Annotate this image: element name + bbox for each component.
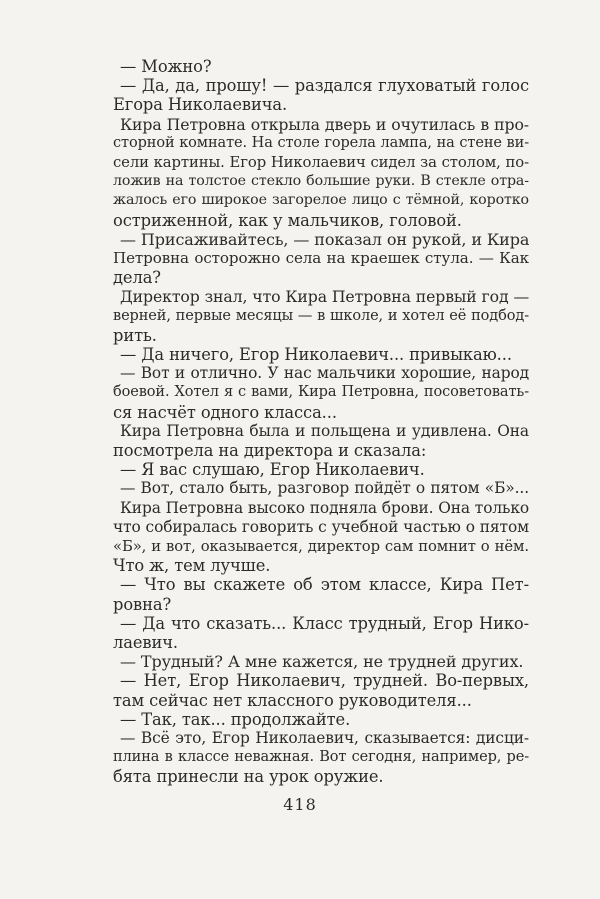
text-line: лаевич. (113, 633, 178, 652)
text-line: боевой. Хотел я с вами, Кира Петровна, посоветовать- (113, 384, 529, 401)
text-line: сели картины. Егор Николаевич сидел за столом, по- (113, 154, 529, 171)
text-line: — Трудный? А мне кажется, не трудней других. (120, 652, 524, 672)
page-number: 418 (283, 794, 317, 814)
text-line: верней, первые месяцы — в школе, и хотел её подбод- (113, 307, 529, 324)
text-line: — Присаживайтесь, — показал он рукой, и Кира (120, 229, 530, 249)
text-line: — Да ничего, Егор Николаевич... привыкаю... (120, 345, 512, 364)
text-line: — Так, так... продолжайте. (120, 709, 351, 729)
text-line: — Что вы скажете об этом классе, Кира Пет- (120, 575, 529, 595)
text-line: Петровна осторожно села на краешек стула. — Как (113, 249, 529, 267)
text-line: жалось его широкое загорелое лицо с тёмной, коротко (113, 192, 529, 209)
text-line: — Нет, Егор Николаевич, трудней. Во-первых, (120, 671, 529, 691)
text-line: Егора Николаевича. (113, 95, 288, 115)
text-line: — Я вас слушаю, Егор Николаевич. (120, 460, 425, 480)
text-line: — Всё это, Егор Николаевич, сказывается: дисци- (120, 729, 529, 747)
text-line: посмотрела на директора и сказала: (113, 441, 427, 460)
text-line: Что ж, тем лучше. (113, 556, 271, 576)
text-line: что собиралась говорить с учебной частью о пятом (113, 517, 529, 536)
text-line: Кира Петровна открыла дверь и очутилась в про- (120, 114, 529, 134)
text-line: бята принесли на урок оружие. (113, 767, 384, 787)
text-line: рить. (113, 325, 157, 345)
text-line: ровна? (113, 594, 172, 614)
text-line: — Можно? (120, 57, 212, 76)
text-line: остриженной, как у мальчиков, головой. (113, 210, 462, 230)
text-line: ложив на толстое стекло большие руки. В стекле отра- (113, 173, 529, 190)
text-line: Кира Петровна была и польщена и удивлена. Она (120, 421, 529, 440)
text-line: — Вот, стало быть, разговор пойдёт о пятом «Б»... (120, 479, 529, 498)
text-line: плина в классе неважная. Вот сегодня, например, ре- (113, 749, 529, 766)
text-line: сторной комнате. На столе горела лампа, на стене ви- (113, 134, 529, 151)
text-line: — Да, да, прошу! — раздался глуховатый голос (120, 76, 529, 96)
text-line: дела? (113, 268, 161, 288)
text-line: — Вот и отлично. У нас мальчики хорошие, народ (120, 364, 529, 383)
text-line: — Да что сказать... Класс трудный, Егор Нико- (120, 613, 529, 633)
text-line: Директор знал, что Кира Петровна первый год — (120, 287, 530, 307)
text-line: Кира Петровна высоко подняла брови. Она только (120, 498, 529, 517)
text-line: там сейчас нет классного руководителя... (113, 690, 472, 710)
text-line: «Б», и вот, оказывается, директор сам помнит о нём. (113, 538, 529, 555)
text-line: ся насчёт одного класса... (113, 402, 337, 422)
